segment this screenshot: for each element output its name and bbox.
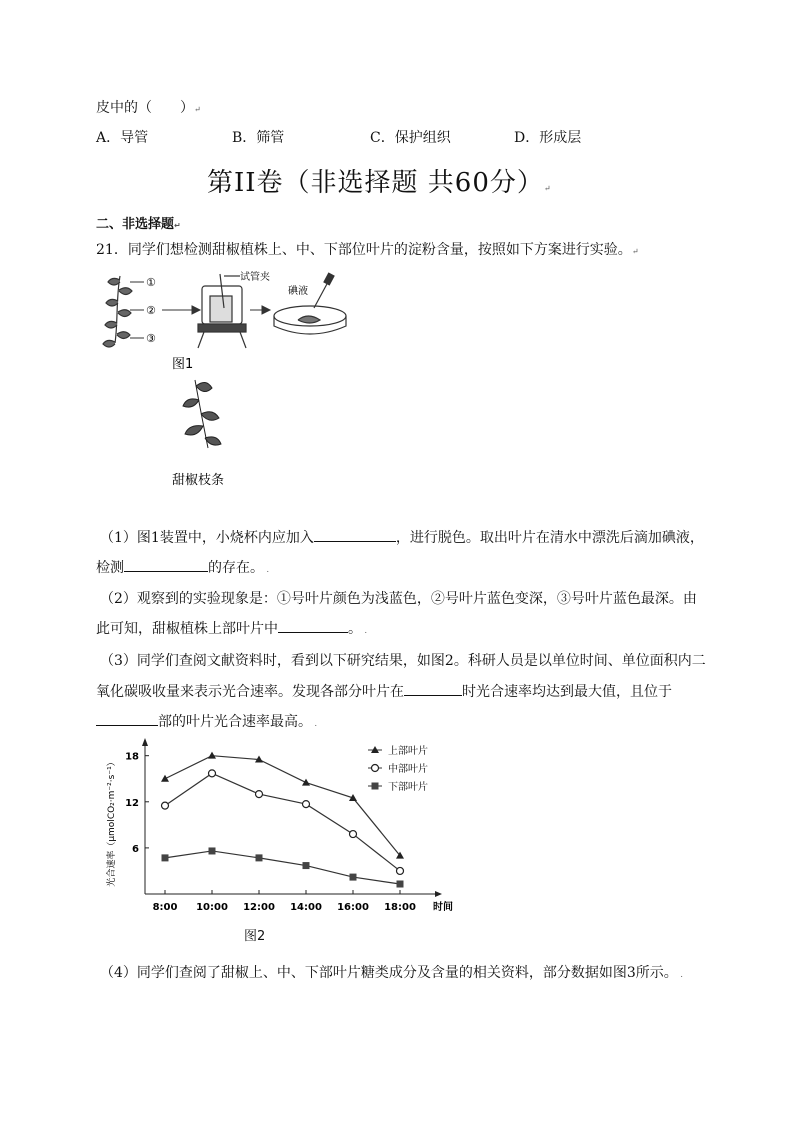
section-label: 二、非选择题↵	[96, 217, 181, 232]
iodine-label: 碘液	[288, 286, 308, 297]
x-tick-label: 16:00	[337, 902, 369, 913]
option-a: A．导管	[96, 130, 149, 146]
x-tick-label: 14:00	[290, 902, 322, 913]
figure-2-caption: 图2	[244, 929, 266, 944]
position-3-label: ③	[146, 332, 156, 345]
branch-caption: 甜椒枝条	[172, 473, 225, 488]
figure-1-caption: 图1	[172, 357, 194, 372]
pepper-branch-illustration	[183, 380, 221, 448]
data-point	[302, 779, 310, 786]
q21-part3-line1: （3）同学们查阅文献资料时，看到以下研究结果，如图2。科研人员是以单位时间、单位面积内二	[100, 653, 706, 669]
water-bath-apparatus	[198, 274, 246, 348]
data-point	[162, 854, 169, 861]
legend-label: 上部叶片	[388, 746, 428, 757]
x-tick-label: 8:00	[152, 902, 178, 913]
option-b: B．筛管	[232, 130, 285, 146]
y-tick-label: 18	[125, 751, 139, 763]
data-point	[209, 770, 216, 777]
series-line	[165, 851, 400, 884]
plant-stem-illustration	[103, 276, 132, 347]
data-point	[303, 862, 310, 869]
data-point	[350, 874, 357, 881]
data-point	[303, 801, 310, 808]
data-point	[161, 775, 169, 782]
q21-part2-line1: （2）观察到的实验现象是：①号叶片颜色为浅蓝色，②号叶片蓝色变深，③号叶片蓝色最深。由	[100, 591, 697, 607]
data-point	[256, 854, 263, 861]
legend-label: 下部叶片	[388, 782, 428, 793]
clip-label: 试管夹	[240, 272, 270, 283]
y-tick-label: 6	[132, 843, 139, 855]
part-title: 第II卷（非选择题 共60分）↵	[207, 168, 552, 198]
legend-label: 中部叶片	[388, 764, 428, 775]
x-tick-label: 10:00	[196, 902, 228, 913]
petri-dish-illustration	[274, 273, 346, 334]
q21-part1-line2: 检测 的存在。 .	[96, 557, 269, 577]
x-tick-label: 12:00	[243, 902, 275, 913]
q21-part3-line3: 部的叶片光合速率最高。 .	[96, 711, 317, 731]
position-1-label: ①	[146, 276, 156, 289]
blank-4[interactable]	[404, 681, 462, 696]
blank-1[interactable]	[314, 527, 396, 542]
data-point	[372, 765, 379, 772]
q21-part3-line2: 氧化碳吸收量来表示光合速率。发现各部分叶片在 时光合速率均达到最大值，且位于	[96, 681, 672, 701]
data-point	[397, 881, 404, 888]
blank-2[interactable]	[124, 557, 208, 572]
data-point	[397, 867, 404, 874]
series-line	[165, 773, 400, 871]
x-axis-label: 时间	[433, 902, 453, 913]
figure-2-chart	[100, 738, 453, 916]
series-line	[165, 756, 400, 856]
y-axis-label: 光合速率（μmolCO₂·m⁻²·s⁻¹）	[107, 757, 117, 887]
x-tick-label: 18:00	[384, 902, 416, 913]
position-2-label: ②	[146, 304, 156, 317]
data-point	[208, 752, 216, 759]
option-d: D．形成层	[514, 130, 582, 146]
q21-part1-line1: （1）图1装置中，小烧杯内应加入 ，进行脱色。取出叶片在清水中漂洗后滴加碘液，	[100, 527, 704, 547]
figure-1	[100, 268, 360, 498]
y-tick-label: 12	[125, 797, 139, 809]
data-point	[372, 783, 379, 790]
x-axis-arrow	[435, 891, 442, 897]
prev-question-stem: 皮中的（ ）↵	[96, 100, 201, 116]
q21-part4: （4）同学们查阅了甜椒上、中、下部叶片糖类成分及含量的相关资料，部分数据如图3所示。 .	[100, 965, 683, 981]
q21-part2-line2: 此可知，甜椒植株上部叶片中 。 .	[96, 618, 367, 638]
blank-3[interactable]	[278, 618, 348, 633]
data-point	[350, 831, 357, 838]
data-point	[256, 791, 263, 798]
y-axis-arrow	[142, 738, 148, 746]
data-point	[162, 802, 169, 809]
blank-5[interactable]	[96, 711, 158, 726]
q21-intro: 21．同学们想检测甜椒植株上、中、下部位叶片的淀粉含量，按照如下方案进行实验。↵	[96, 242, 639, 258]
option-c: C．保护组织	[370, 130, 451, 146]
data-point	[209, 847, 216, 854]
